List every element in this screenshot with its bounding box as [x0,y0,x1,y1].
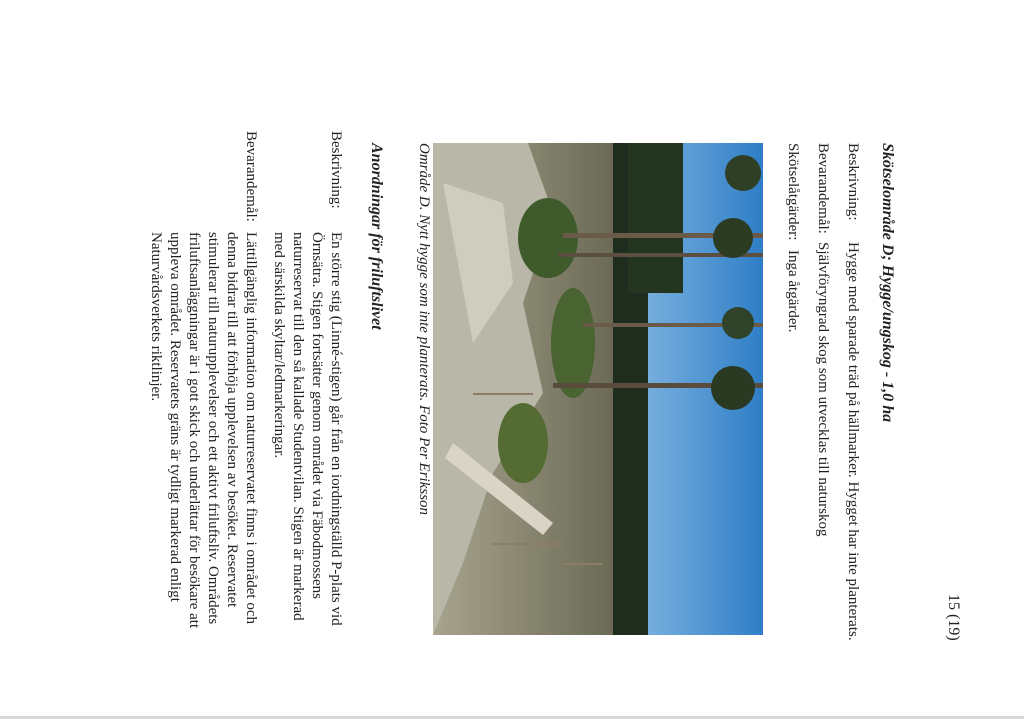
section-d-skotsel-label: Skötselåtgärder: [785,143,801,241]
section-d-bevarandemal-text: Självföryngrad skog som utvecklas till naturskog [815,242,831,537]
section-d-skotsel-text: Inga åtgärder. [785,250,801,333]
clearcut-photo [433,143,763,635]
page-edge-divider [0,716,1024,719]
friluft-bevarandemal-line: Lättillgänglig information om naturreservatet finns i området och [243,232,259,624]
friluft-beskrivning-line: En större stig (Linné-stigen) går från en iordningställd P-plats vid [328,232,344,626]
section-d-bevarandemal-label: Bevarandemål: [815,143,831,234]
friluft-bevarandemal-paragraph [146,232,260,628]
friluft-beskrivning-line: naturreservat till den så kallade Studentvilan. Stigen är markerad [290,232,306,621]
friluft-bevarandemal-line: stimulerar till naturupplevelser och ett aktivt friluftsliv. Områdets [205,232,221,625]
friluft-bevarandemal-line: uppleva området. Reservatets gräns är tydligt markerad enligt [167,232,183,602]
friluft-bevarandemal-label: Bevarandemål: [243,131,259,222]
section-d-beskrivning-text: Hygge med sparade träd på hällmarker. Hygget har inte planterats. [845,242,861,641]
friluft-heading: Anordningar för friluftslivet [368,143,385,330]
friluft-beskrivning-line: Örnsätra. Stigen fortsätter genom området via Fäbodmossens [309,232,325,600]
section-d-heading: Skötselområde D; Hygge/ungskog - 1,0 ha [879,143,896,423]
friluft-bevarandemal-line: Naturvårdsverkets riktlinjer. [148,232,164,402]
friluft-beskrivning-label: Beskrivning: [328,131,344,209]
section-d-beskrivning-label: Beskrivning: [845,143,861,221]
friluft-beskrivning-line: med särskilda skyltar/ledmarkeringar. [271,232,287,459]
friluft-bevarandemal-line: friluftsanläggningar är i gott skick och underlättar för besökare att [186,232,202,629]
page-number: 15 (19) [945,594,962,641]
friluft-bevarandemal-line: denna bidrar till att förhöja upplevelsen av besöket. Reservatet [224,232,240,608]
photo-caption: Område D. Nytt hygge som inte planterats. Foto Per Eriksson [416,143,432,516]
friluft-beskrivning-paragraph [269,232,345,626]
